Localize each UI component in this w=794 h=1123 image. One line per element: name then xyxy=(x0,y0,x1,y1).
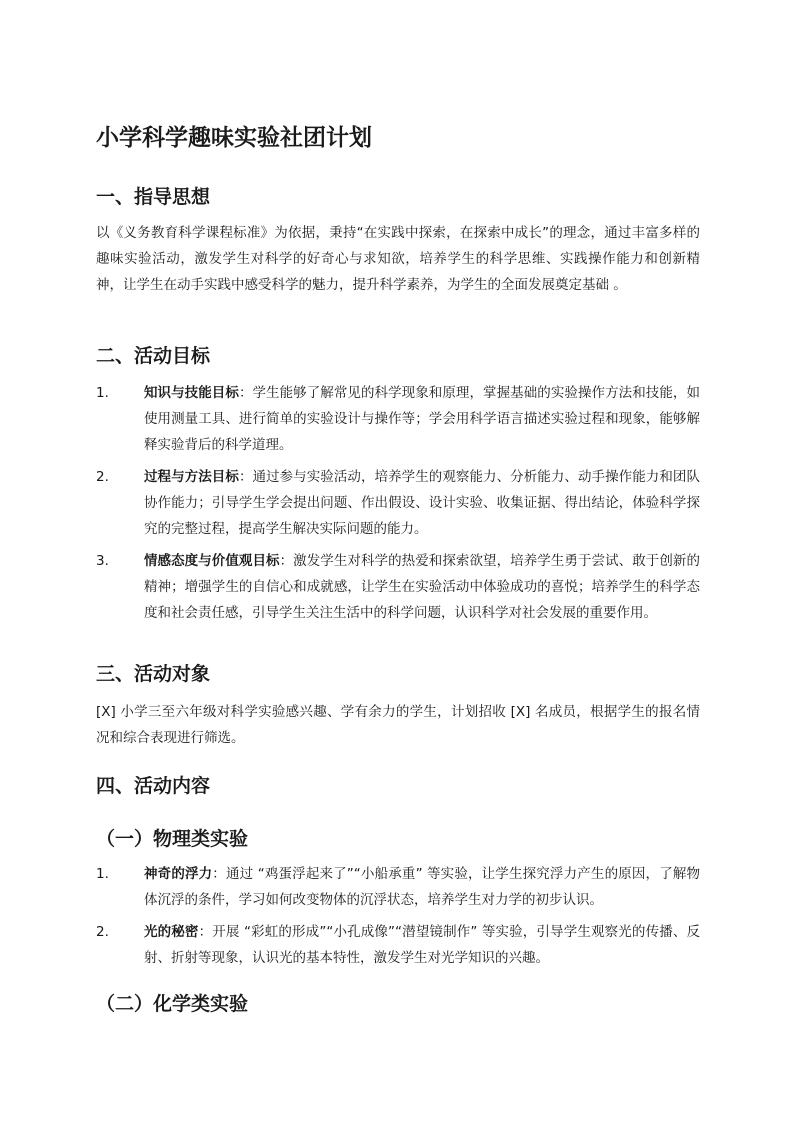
subsection-heading-physics: （一）物理类实验 xyxy=(96,828,249,850)
list-number: 2. xyxy=(96,924,109,940)
experiment-text: ：通过 “鸡蛋浮起来了”“小船承重” 等实验，让学生探究浮力产生的原因，了解物体沉浮的条件，学习如何改变物体的沉浮状态，培养学生对力学的初步认识。 xyxy=(144,866,701,908)
list-number: 3. xyxy=(96,553,109,569)
goal-text: ：激发学生对科学的热爱和探索欲望，培养学生勇于尝试、敢于创新的精神；增强学生的自信心和成就感，让学生在实验活动中体验成功的喜悦；培养学生的科学态度和社会责任感，引导学生关注生活中的科学问题，认识科学对社会发展的重要作用。 xyxy=(144,553,700,621)
section-heading-guiding: 一、指导思想 xyxy=(96,186,211,208)
section-heading-target: 三、活动对象 xyxy=(96,663,211,685)
document-title: 小学科学趣味实验社团计划 xyxy=(96,125,372,151)
list-number: 2. xyxy=(96,469,109,485)
physics-item-light xyxy=(96,919,700,971)
goal-item-knowledge xyxy=(96,380,700,458)
experiment-term: 光的秘密 xyxy=(144,924,199,940)
goal-term: 知识与技能目标 xyxy=(144,385,239,401)
physics-item-buoyancy xyxy=(96,861,700,913)
experiment-term: 神奇的浮力 xyxy=(144,866,213,882)
subsection-heading-chemistry: （二）化学类实验 xyxy=(96,993,249,1015)
section-heading-content: 四、活动内容 xyxy=(96,775,211,797)
list-number: 1. xyxy=(96,866,109,882)
goals-list xyxy=(96,380,700,626)
goal-item-process xyxy=(96,464,700,542)
target-paragraph: [X] 小学三至六年级对科学实验感兴趣、学有余力的学生，计划招收 [X] 名成员，根据学生的报名情况和综合表现进行筛选。 xyxy=(96,704,700,746)
physics-list xyxy=(96,861,700,971)
list-number: 1. xyxy=(96,385,109,401)
goal-text: ：学生能够了解常见的科学现象和原理，掌握基础的实验操作方法和技能，如使用测量工具、进行简单的实验设计与操作等；学会用科学语言描述实验过程和现象，能够解释实验背后的科学道理。 xyxy=(144,385,700,453)
goal-term: 情感态度与价值观目标 xyxy=(144,553,280,569)
goal-text: ：通过参与实验活动，培养学生的观察能力、分析能力、动手操作能力和团队协作能力；引导学生学会提出问题、作出假设、设计实验、收集证据、得出结论，体验科学探究的完整过程，提高学生解决实际问题的能力。 xyxy=(144,469,700,537)
goal-item-attitude xyxy=(96,548,700,626)
guiding-paragraph: 以《义务教育科学课程标准》为依据，秉持“在实践中探索，在探索中成长”的理念，通过丰富多样的趣味实验活动，激发学生对科学的好奇心与求知欲，培养学生的科学思维、实践操作能力和创新精神，让学生在动手实践中感受科学的魅力，提升科学素养，为学生的全面发展奠定基础 。 xyxy=(96,225,700,293)
section-heading-goals: 二、活动目标 xyxy=(96,345,211,367)
experiment-text: ：开展 “彩虹的形成”“小孔成像”“潜望镜制作” 等实验，引导学生观察光的传播、反射、折射等现象，认识光的基本特性，激发学生对光学知识的兴趣。 xyxy=(144,924,701,966)
goal-term: 过程与方法目标 xyxy=(144,469,239,485)
